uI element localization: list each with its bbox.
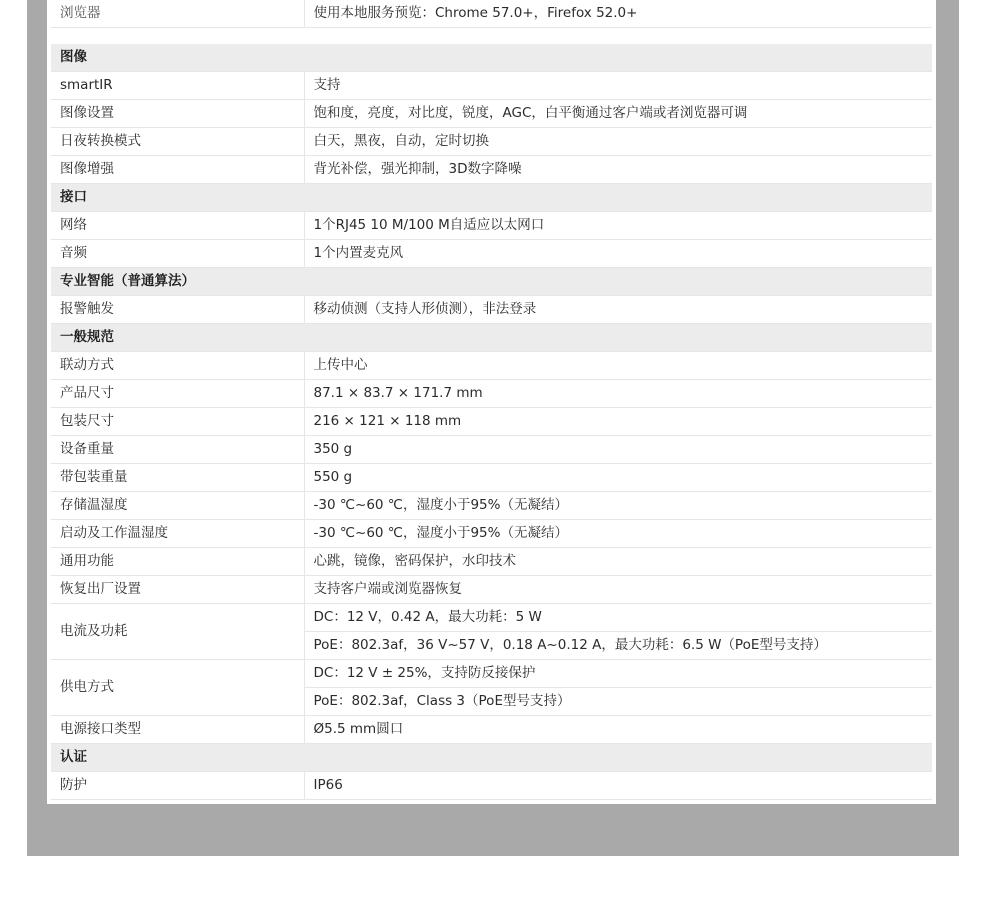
row-label: 音频: [51, 240, 304, 268]
section-title: 一般规范: [51, 324, 932, 352]
row-value: 216 × 121 × 118 mm: [304, 408, 932, 436]
gap-cell: [304, 28, 932, 45]
table-row: [51, 660, 932, 716]
row-value: -30 ℃~60 ℃，湿度小于95%（无凝结）: [304, 520, 932, 548]
row-value-line: DC：12 V，0.42 A，最大功耗：5 W: [305, 604, 933, 632]
section-title: 专业智能（普通算法）: [51, 268, 932, 296]
section-title: 认证: [51, 744, 932, 772]
table-row: [51, 0, 932, 28]
row-value: 1个内置麦克风: [304, 240, 932, 268]
table-row: [51, 772, 932, 800]
table-row: [51, 716, 932, 744]
row-label: 供电方式: [51, 660, 304, 716]
table-row: [51, 548, 932, 576]
table-row: [51, 352, 932, 380]
spec-table-body: [51, 0, 932, 800]
row-value: 87.1 × 83.7 × 171.7 mm: [304, 380, 932, 408]
section-header: [51, 268, 932, 296]
table-row: [51, 492, 932, 520]
row-label: 电流及功耗: [51, 604, 304, 660]
row-value-line: DC：12 V ± 25%，支持防反接保护: [305, 660, 933, 688]
table-row: [51, 296, 932, 324]
row-value: 350 g: [304, 436, 932, 464]
table-row: [51, 128, 932, 156]
row-value: 550 g: [304, 464, 932, 492]
row-value: 支持: [304, 72, 932, 100]
table-row: [51, 464, 932, 492]
row-label: 电源接口类型: [51, 716, 304, 744]
table-row: [51, 520, 932, 548]
row-value: 使用本地服务预览：Chrome 57.0+，Firefox 52.0+: [304, 0, 932, 28]
row-value: 饱和度，亮度，对比度，锐度，AGC，白平衡通过客户端或者浏览器可调: [304, 100, 932, 128]
table-row: [51, 240, 932, 268]
row-value: 上传中心: [304, 352, 932, 380]
row-label: 报警触发: [51, 296, 304, 324]
table-row: [51, 156, 932, 184]
row-label: 联动方式: [51, 352, 304, 380]
row-value: -30 ℃~60 ℃，湿度小于95%（无凝结）: [304, 492, 932, 520]
row-label: 网络: [51, 212, 304, 240]
table-row: [51, 604, 932, 660]
row-label: 防护: [51, 772, 304, 800]
row-value-group: [304, 660, 932, 716]
table-row: [51, 212, 932, 240]
row-label: 通用功能: [51, 548, 304, 576]
row-value: 移动侦测（支持人形侦测），非法登录: [304, 296, 932, 324]
row-label: 恢复出厂设置: [51, 576, 304, 604]
row-label: 设备重量: [51, 436, 304, 464]
row-value: 背光补偿，强光抑制，3D数字降噪: [304, 156, 932, 184]
row-label: 日夜转换模式: [51, 128, 304, 156]
row-label: 存储温湿度: [51, 492, 304, 520]
row-label: 启动及工作温湿度: [51, 520, 304, 548]
table-row: [51, 100, 932, 128]
section-gap: [51, 28, 932, 45]
spec-table: [51, 0, 932, 800]
row-value: Ø5.5 mm圆口: [304, 716, 932, 744]
section-title: 图像: [51, 44, 932, 72]
gap-cell: [51, 28, 304, 45]
row-value: 心跳，镜像，密码保护，水印技术: [304, 548, 932, 576]
row-label: 图像增强: [51, 156, 304, 184]
row-value: 1个RJ45 10 M/100 M自适应以太网口: [304, 212, 932, 240]
row-value-line: PoE：802.3af，36 V~57 V，0.18 A~0.12 A，最大功耗：6.5 W（PoE型号支持）: [313, 637, 827, 653]
row-label: 产品尺寸: [51, 380, 304, 408]
section-header: [51, 44, 932, 72]
row-value-line: PoE：802.3af，Class 3（PoE型号支持）: [313, 693, 571, 709]
table-row: [51, 380, 932, 408]
row-label: 带包装重量: [51, 464, 304, 492]
section-header: [51, 324, 932, 352]
table-row: [51, 72, 932, 100]
table-row: [51, 436, 932, 464]
table-row: [51, 576, 932, 604]
row-label: 包装尺寸: [51, 408, 304, 436]
row-label: 图像设置: [51, 100, 304, 128]
section-header: [51, 184, 932, 212]
row-value-group: [304, 604, 932, 660]
table-row: [51, 408, 932, 436]
section-header: [51, 744, 932, 772]
row-value: 白天，黑夜，自动，定时切换: [304, 128, 932, 156]
row-label: smartIR: [51, 72, 304, 100]
row-label: 浏览器: [51, 0, 304, 28]
section-title: 接口: [51, 184, 932, 212]
row-value: IP66: [304, 772, 932, 800]
row-value: 支持客户端或浏览器恢复: [304, 576, 932, 604]
